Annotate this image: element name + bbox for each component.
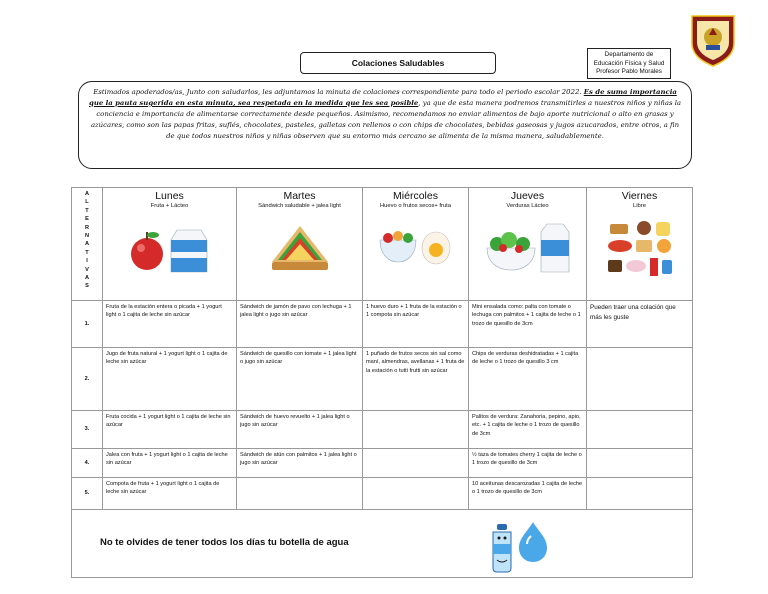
menu-cell: Fruta cocida + 1 yogurt light o 1 cajita de leche sin azúcar: [103, 411, 237, 449]
table-row: [72, 449, 693, 478]
menu-cell: Sándwich de huevo revuelto + 1 jalea light o jugo sin azúcar: [237, 411, 363, 449]
day-header-jueves: [469, 188, 587, 301]
menu-cell: Sándwich de atún con palmitos + 1 jalea light o jugo sin azúcar: [237, 449, 363, 478]
menu-cell: [587, 348, 693, 411]
document-title: [300, 52, 496, 74]
fruit-bowl-egg-icon: [376, 218, 456, 268]
menu-cell: Jugo de fruta natural + 1 yogurt light o 1 cajita de leche sin azúcar: [103, 348, 237, 411]
menu-cell: [587, 449, 693, 478]
menu-cell: Palitos de verdura: Zanahoria, pepino, apio, etc. + 1 cajita de leche o 1 trozo de quesillo de 3cm: [469, 411, 587, 449]
menu-cell: Jalea con fruta + 1 yogurt light o 1 cajita de leche sin azúcar: [103, 449, 237, 478]
day-name: Miércoles: [393, 190, 438, 202]
menu-cell: ½ taza de tomates cherry 1 cajita de leche o 1 trozo de quesillo de 3cm: [469, 449, 587, 478]
school-crest-logo: [690, 13, 736, 67]
menu-cell: Chips de verduras deshidratadas + 1 cajita de leche o 1 trozo de quesillo 3 cm: [469, 348, 587, 411]
menu-cell: Compota de fruta + 1 yogurt light o 1 cajita de leche sin azúcar: [103, 478, 237, 510]
sandwich-icon: [268, 218, 332, 274]
day-subtitle: Libre: [633, 203, 646, 209]
day-header-viernes: [587, 188, 693, 301]
alt-letter: S: [85, 283, 89, 290]
day-name: Lunes: [155, 190, 184, 202]
row-number: 2.: [72, 348, 103, 411]
row-number: 1.: [72, 301, 103, 348]
day-header-lunes: [103, 188, 237, 301]
intro-text-1: Estimados apoderados/as, Junto con saludarlos, les adjuntamos la minuta de colaciones correspondiente para todo el periodo escolar 2022.: [93, 88, 584, 96]
row-number: 4.: [72, 449, 103, 478]
day-subtitle: Sándwich saludable + jalea light: [258, 203, 341, 209]
row-number: 3.: [72, 411, 103, 449]
alt-letter: A: [84, 275, 90, 282]
menu-cell: [587, 411, 693, 449]
menu-cell: [237, 478, 363, 510]
alt-letter: V: [85, 266, 89, 273]
intro-paragraph: [78, 81, 692, 169]
snack-menu-table: [71, 187, 693, 578]
department-line-2: Educación Física y Salud: [593, 59, 665, 67]
menu-cell: Mini ensalada como: palta con tomate o lechuga con palmitos + 1 cajita de leche o 1 trozo de quesillo de 3cm: [469, 301, 587, 348]
department-line-1: Departamento de: [604, 51, 654, 58]
alt-letter: E: [85, 216, 89, 223]
day-subtitle: Fruta + Lácteo: [150, 203, 189, 209]
day-name: Jueves: [510, 190, 545, 202]
menu-cell: [363, 478, 469, 510]
apple-milk-icon: [125, 218, 215, 274]
menu-cell: 1 huevo duro + 1 fruta de la estación o 1 compota sin azúcar: [363, 301, 469, 348]
document-title-text: Colaciones Saludables: [351, 58, 445, 68]
department-line-3: Profesor Pablo Morales: [596, 68, 662, 76]
header-row: [72, 188, 693, 301]
row-number: 5.: [72, 478, 103, 510]
menu-cell: 10 aceitunas descarozadas 1 cajita de leche o 1 trozo de quesillo de 3cm: [469, 478, 587, 510]
table-row: [72, 348, 693, 411]
alt-letter: A: [84, 241, 90, 248]
menu-cell: Sándwich de quesillo con tomate + 1 jalea light o jugo sin azúcar: [237, 348, 363, 411]
alt-letter: I: [86, 258, 88, 265]
alt-letter: T: [85, 249, 89, 256]
water-reminder: No te olvides de tener todos los días tu botella de agua: [72, 510, 693, 578]
alt-letter: N: [84, 233, 90, 240]
menu-cell: Sándwich de jamón de pavo con lechuga + 1 jalea light o jugo sin azúcar: [237, 301, 363, 348]
intro-text-2: , ya que de esta manera podremos transmitirles a nuestros niños y niñas la conciencia e importancia de alimentarse correctamente desde pequeños. Asimismo, recomendamos no enviar alimentos de bajo aporte nutricional o alto en grasas y azúcares, como son las papas fritas, suflés, chocolates, pasteles, galletas con rellenos o con chips de chocolates, bebidas gaseosas y jugos azucarados, entre otros, a fin de que todos nuestros niños y niñas observen que su entorno más cercano se alimenta de la misma manera, saludablemente.: [90, 98, 682, 140]
salad-milk-icon: [483, 218, 573, 274]
intro-emphasis: Es de suma importancia que la pauta sugerida en esta minuta, sea respetada en la medida que les sea posible: [89, 88, 677, 107]
menu-cell: Pueden traer una colación que más les guste: [587, 301, 693, 348]
alt-letter: L: [85, 199, 89, 206]
day-name: Martes: [283, 190, 316, 202]
menu-cell: 1 puñado de frutos secos sin sal como maní, almendras, avellanas + 1 fruta de la estación o tutti frutti sin azúcar: [363, 348, 469, 411]
table-row: [72, 478, 693, 510]
alt-letter: R: [84, 224, 90, 231]
table-row: [72, 301, 693, 348]
assorted-snacks-icon: [604, 218, 676, 280]
menu-cell: [587, 478, 693, 510]
footer-row: [72, 510, 693, 578]
day-name: Viernes: [621, 190, 658, 202]
day-header-miercoles: [363, 188, 469, 301]
alt-letter: T: [85, 207, 89, 214]
table-row: [72, 411, 693, 449]
alt-letter: A: [84, 191, 90, 197]
menu-cell: [363, 449, 469, 478]
day-subtitle: Verduras Lácteo: [506, 203, 549, 209]
menu-cell: Fruta de la estación entera o picada + 1 yogurt light o 1 cajita de leche sin azúcar: [103, 301, 237, 348]
menu-cell: [363, 411, 469, 449]
alternativas-label: [72, 188, 103, 301]
day-subtitle: Huevo o frutos secos+ fruta: [379, 203, 452, 209]
water-bottle-icon: [487, 518, 551, 574]
department-box: [587, 48, 671, 79]
day-header-martes: [237, 188, 363, 301]
